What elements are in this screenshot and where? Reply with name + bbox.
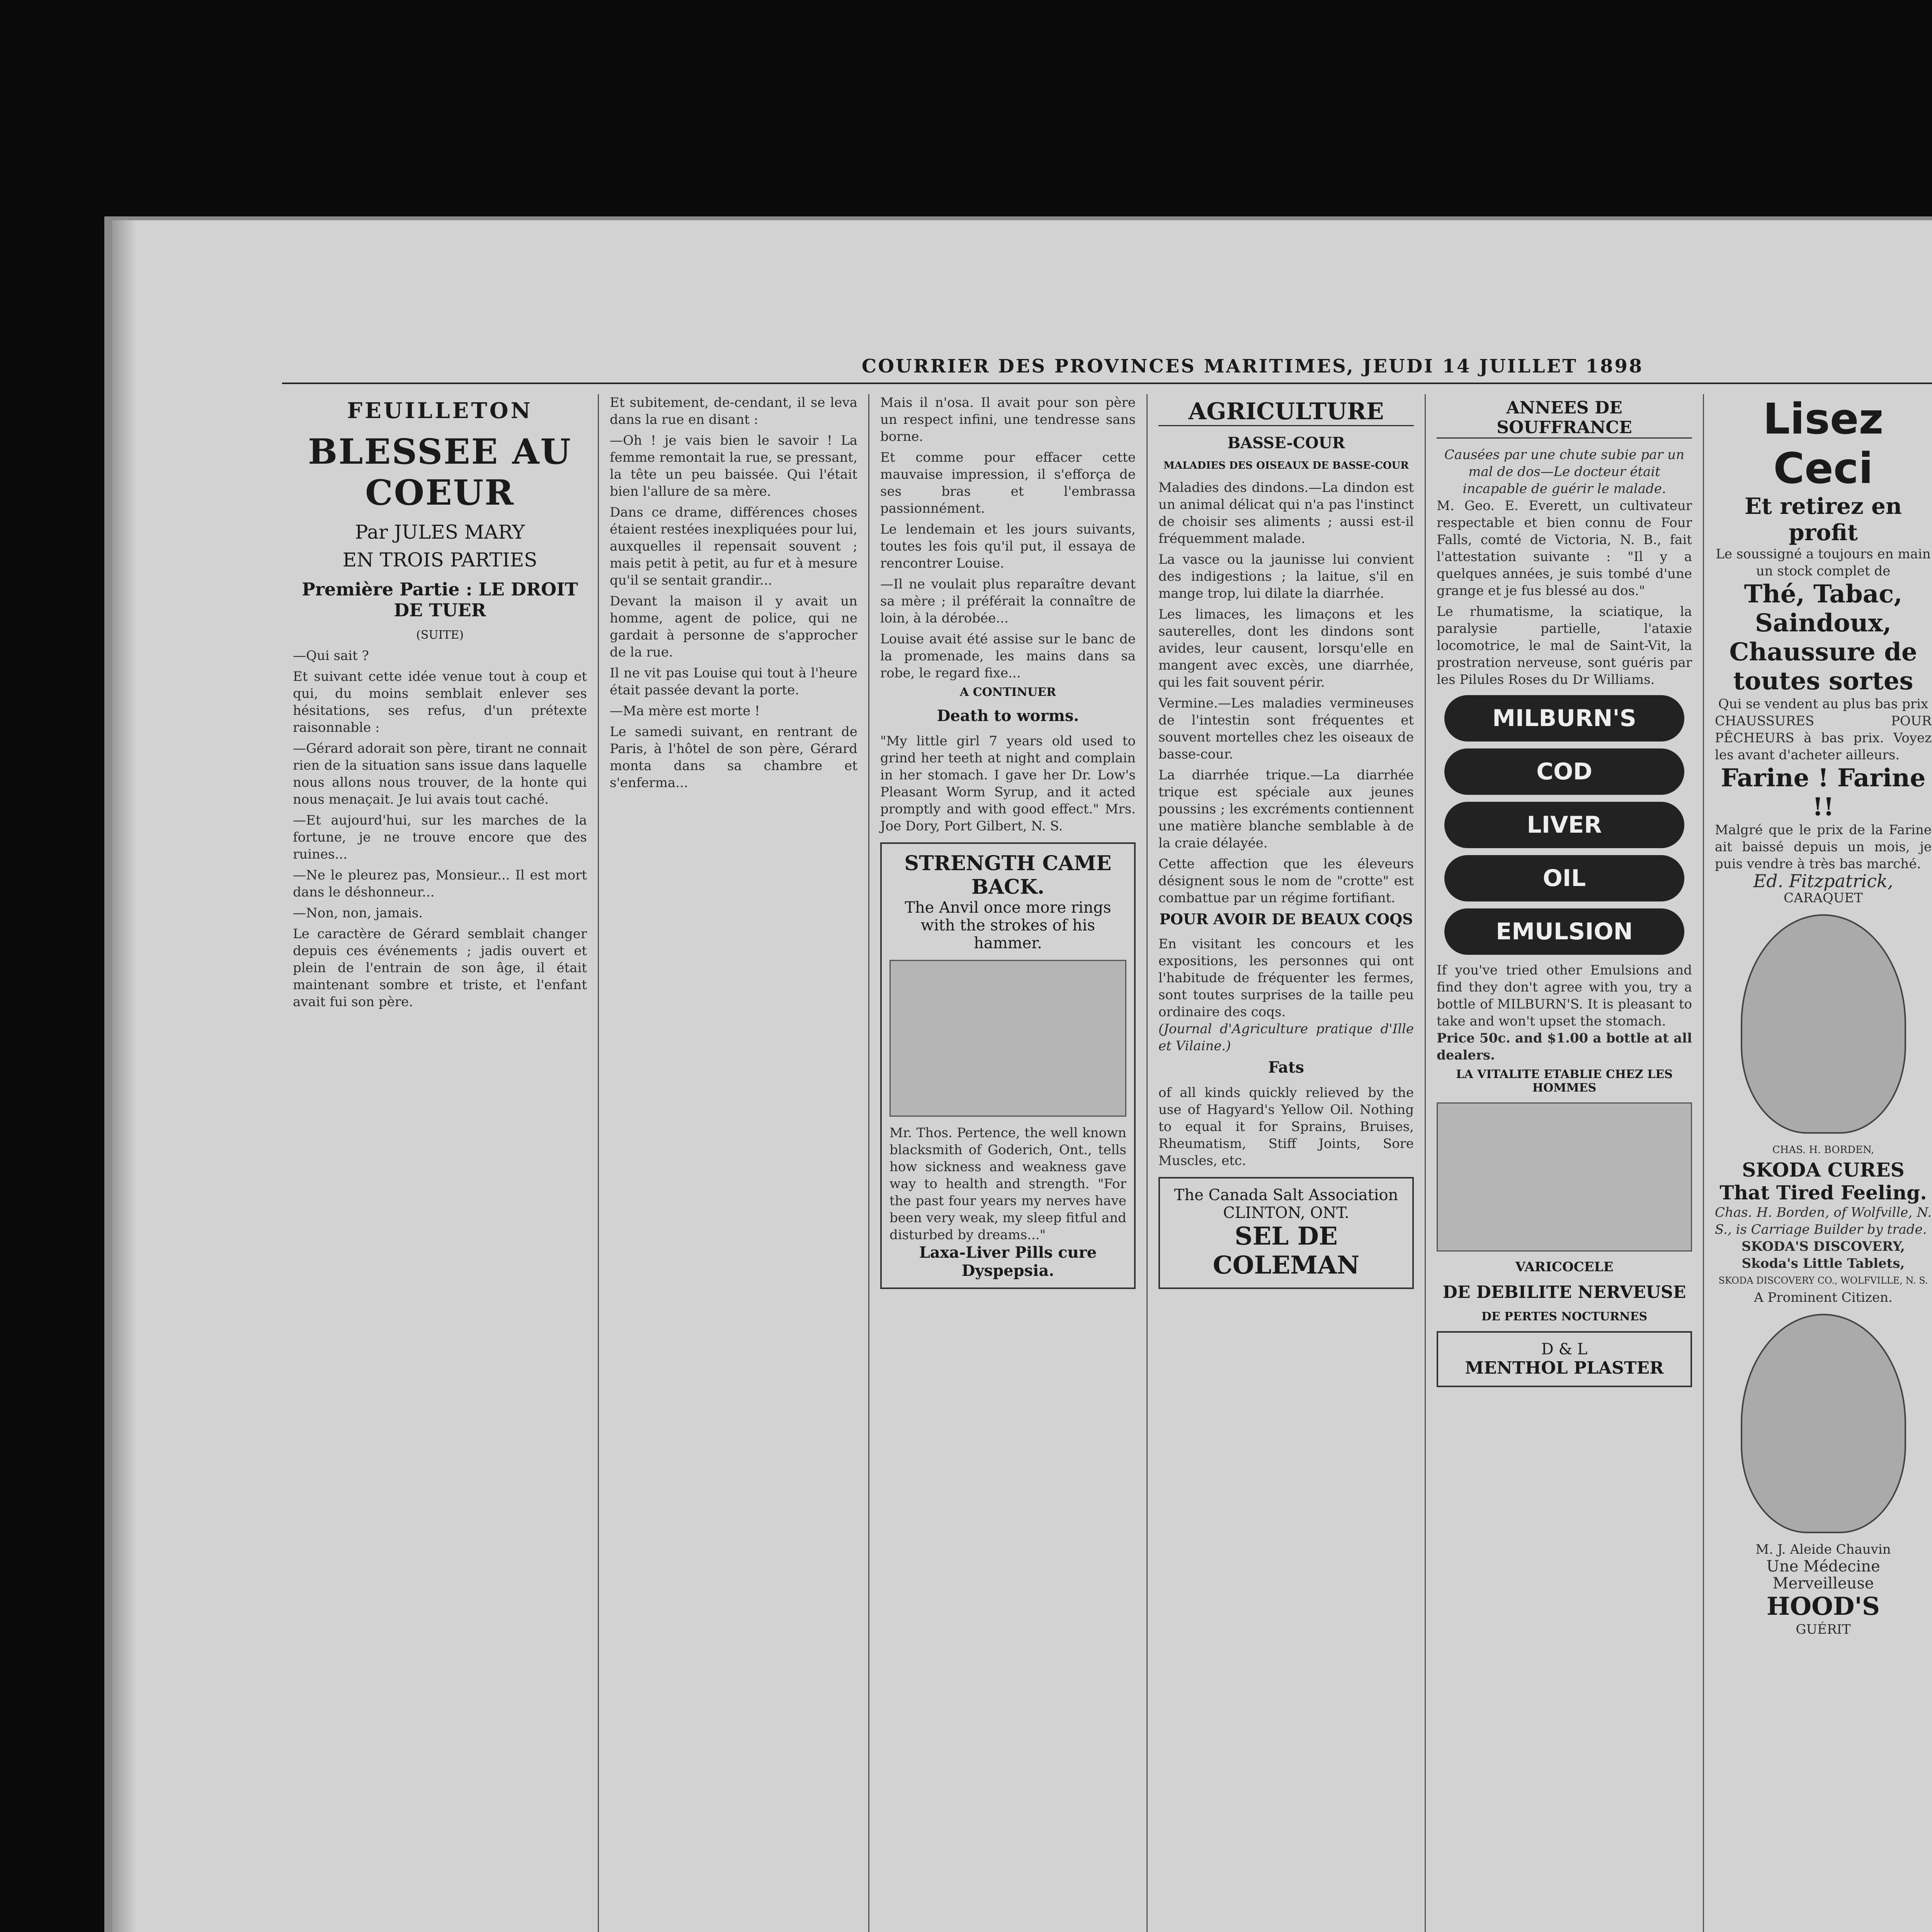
beaux-coqs-source: (Journal d'Agriculture pratique d'Ille et Vilaine.) [1158, 1021, 1414, 1054]
citizen-name: M. J. Aleide Chauvin [1755, 1542, 1891, 1557]
paragraph: Vermine.—Les maladies vermineuses de l'intestin sont fréquentes et souvent mortelles chez les oiseaux de basse-cour. [1158, 696, 1414, 762]
agriculture-heading: MALADIES DES OISEAUX DE BASSE-COUR [1163, 460, 1409, 471]
farine-title: Farine ! Farine !! [1721, 764, 1926, 821]
paragraph: Et comme pour effacer cette mauvaise impression, il s'efforça de ses bras et l'embrassa passionnément. [880, 450, 1136, 516]
paragraph: M. Geo. E. Everett, un cultivateur respectable et bien connu de Four Falls, comté de Victoria, N. B., fait l'attestation suivante : "Il y a quelques années, je suis tombé d'une grange et je fus blessé au dos." [1437, 498, 1692, 599]
paragraph: Les limaces, les limaçons et les sauterelles, dont les dindons sont avides, leur causent, lorsqu'elle en mangent avec excès, une diarrhée, qui les fait souvent périr. [1158, 607, 1414, 690]
coleman-salt-ad [1158, 1177, 1414, 1289]
skoda-name: CHAS. H. BORDEN, [1772, 1144, 1874, 1156]
citizen-caption: A Prominent Citizen. [1754, 1290, 1893, 1305]
paragraph: La diarrhée trique.—La diarrhée trique est spéciale aux jeunes poussins ; les excréments contiennent une matière blanche semblable à de la craie délayée. [1158, 767, 1414, 851]
worms-text: "My little girl 7 years old used to grind her teeth at night and complain in her stomach. I gave her Dr. Low's Pleasant Worm Syrup, and it acted promptly and with good effect." Mrs. Joe Dory, Port Gilbert, N. S. [880, 733, 1136, 834]
feuilleton-column [282, 394, 599, 1932]
milburn-fish-5: EMULSION [1444, 908, 1684, 955]
lisez-intro: Le soussigné a toujours en main un stock complet de [1716, 546, 1931, 579]
paragraph: —Gérard adorait son père, tirant ne connait rien de la situation sans issue dans laquelle nous allons nous trouver, de la honte qui nous menaçait. Je lui avais tout caché. [293, 741, 587, 807]
annees-title: ANNEES DE SOUFFRANCE [1437, 398, 1692, 439]
paragraph: Et subitement, de-cendant, il se leva dans la rue en disant : [610, 395, 857, 427]
agriculture-title: AGRICULTURE [1158, 398, 1414, 426]
salt-location: CLINTON, ONT. [1223, 1204, 1349, 1222]
lisez-subtitle: Et retirez en profit [1744, 493, 1902, 546]
paragraph: —Oh ! je vais bien le savoir ! La femme remontait la rue, se pressant, la tête un peu baissée. Qui l'était bien l'allure de sa mère. [610, 433, 857, 499]
newspaper-page [112, 220, 1932, 1932]
agriculture-body [1158, 479, 1414, 906]
citizen-portrait [1741, 1314, 1906, 1533]
milburn-fish-3: LIVER [1444, 802, 1684, 848]
paragraph: La vasce ou la jaunisse lui convient des indigestions ; la laitue, s'il en mange trop, lui dilate la diarrhée. [1158, 552, 1414, 601]
menthol-ad [1437, 1331, 1692, 1387]
milburn-fish-2: COD [1444, 748, 1684, 795]
lisez-signature: Ed. Fitzpatrick, [1753, 871, 1893, 891]
masthead: COURRIER DES PROVINCES MARITIMES, JEUDI 14 JUILLET 1898 [862, 355, 1644, 377]
paragraph: Le rhumatisme, la sciatique, la paralysie partielle, l'ataxie locomotrice, le mal de Saint-Vit, la prostration nerveuse, sont guéris par les Pilules Roses du Dr Williams. [1437, 604, 1692, 687]
strength-sub: The Anvil once more rings with the strokes of his hammer. [905, 899, 1111, 952]
annees-body [1437, 497, 1692, 688]
feuilleton-byline: Par JULES MARY [355, 521, 525, 543]
milburn-text: If you've tried other Emulsions and find they don't agree with you, try a bottle of MILBURN'S. It is pleasant to take and won't upset the stomach. [1437, 963, 1692, 1029]
borden-portrait [1741, 914, 1906, 1134]
skoda-text: Chas. H. Borden, of Wolfville, N. S., is Carriage Builder by trade. [1715, 1205, 1932, 1237]
col3 [869, 394, 1148, 1932]
menthol-sub: D & L [1541, 1340, 1588, 1358]
feuilleton-continued-column [599, 394, 869, 1932]
salt-name: SEL DE COLEMAN [1213, 1222, 1360, 1280]
salt-company: The Canada Salt Association [1174, 1186, 1398, 1204]
vitalite-title: LA VITALITE ETABLIE CHEZ LES HOMMES [1456, 1068, 1673, 1095]
strength-ad [880, 842, 1136, 1289]
paragraph: —Ne le pleurez pas, Monsieur... Il est mort dans le déshonneur... [293, 867, 587, 900]
paragraph: —Et aujourd'hui, sur les marches de la fortune, je ne trouve encore que des ruines... [293, 813, 587, 862]
paragraph: —Non, non, jamais. [293, 905, 423, 921]
paragraph: Dans ce drame, différences choses étaient restées inexpliquées pour lui, auxquelles il repensait souvent ; mais petit à petit, au fur et à mesure qu'il se sentait grandir... [610, 505, 857, 588]
worms-title: Death to worms. [937, 707, 1079, 725]
lisez-column [1704, 394, 1932, 1932]
paragraph: Mais il n'osa. Il avait pour son père un respect infini, une tendresse sans borne. [880, 395, 1136, 444]
beaux-coqs-text: En visitant les concours et les expositions, les personnes qui ont l'habitude de fréquenter les fermes, sont toutes surprises de la taille peu ordinaire des coqs. [1158, 936, 1414, 1020]
paragraph: Le samedi suivant, en rentrant de Paris, à l'hôtel de son père, Gérard monta dans sa chambre et s'enferma... [610, 724, 857, 791]
pertes-title: DE PERTES NOCTURNES [1481, 1310, 1648, 1323]
beaux-coqs-title: POUR AVOIR DE BEAUX COQS [1159, 910, 1413, 928]
strength-footer: Laxa-Liver Pills cure Dyspepsia. [919, 1243, 1097, 1280]
milburn-fish-1: MILBURN'S [1444, 695, 1684, 742]
annees-subtitle: Causées par une chute subie par un mal de dos—Le docteur était incapable de guérir le malade. [1444, 447, 1685, 497]
blacksmith-illustration [889, 960, 1126, 1117]
col3-body [880, 394, 1136, 682]
paragraph: —Qui sait ? [293, 648, 369, 663]
paragraph: Maladies des dindons.—La dindon est un animal délicat qui n'a pas l'instinct de choisir ses aliments ; aussi est-il fréquemment malade. [1158, 480, 1414, 546]
hoods-title: HOOD'S [1766, 1592, 1880, 1621]
milburn-ad [1437, 695, 1692, 1064]
strength-title: STRENGTH CAME BACK. [904, 852, 1112, 899]
lisez-price-line: Qui se vendent au plus bas prix [1718, 696, 1929, 712]
lisez-title: Lisez Ceci [1763, 394, 1884, 493]
farine-text: Malgré que le prix de la Farine ait baissé depuis un mois, je puis vendre à très bas marché. [1715, 822, 1932, 872]
paragraph: Le lendemain et les jours suivants, toutes les fois qu'il put, il essaya de rencontrer Louise. [880, 522, 1136, 571]
skoda-title: SKODA CURES [1742, 1158, 1905, 1181]
paragraph: Il ne vit pas Louise qui tout à l'heure était passée devant la porte. [610, 665, 857, 698]
feuilleton-title: BLESSEE AU COEUR [308, 431, 572, 513]
page-fold [112, 220, 135, 1932]
feuilleton-label: FEUILLETON [347, 398, 533, 423]
fats-text: of all kinds quickly relieved by the use of Hagyard's Yellow Oil. Nothing to equal it for Sprains, Bruises, Rheumatism, Stiff Joints, Sore Muscles, etc. [1158, 1085, 1414, 1168]
debilite-title: DE DEBILITE NERVEUSE [1442, 1282, 1686, 1302]
couple-illustration [1437, 1102, 1692, 1252]
paragraph: Devant la maison il y avait un homme, agent de police, qui ne gardait à personne de s'approcher de la rue. [610, 594, 857, 660]
feuilleton-suite: (SUITE) [416, 628, 464, 642]
feuilleton-part-title: Première Partie : LE DROIT DE TUER [302, 579, 578, 621]
strength-text: Mr. Thos. Pertence, the well known blacksmith of Goderich, Ont., tells how sickness and weakness gave way to health and strength. "For the past four years my nerves have been very weak, my sleep fitful and disturbed by dreams..." [889, 1125, 1126, 1243]
col2-body [610, 394, 857, 791]
annees-column [1426, 394, 1704, 1932]
paragraph: —Ma mère est morte ! [610, 703, 760, 719]
paragraph: Et suivant cette idée venue tout à coup et qui, du moins semblait enlever ses hésitations, ses refus, d'un prétexte raisonnable : [293, 669, 587, 735]
paragraph: —Il ne voulait plus reparaître devant sa mère ; il préférait la connaître de loin, à la dérobée... [880, 577, 1136, 626]
skoda-company: SKODA DISCOVERY CO., WOLFVILLE, N. S. [1718, 1275, 1928, 1286]
skoda-discovery: SKODA'S DISCOVERY, [1742, 1239, 1905, 1254]
milburn-price: Price 50c. and $1.00 a bottle at all dealers. [1437, 1031, 1692, 1063]
remedy-title: Une Médecine Merveilleuse [1766, 1558, 1880, 1592]
fats-title: Fats [1268, 1058, 1304, 1077]
agriculture-column [1148, 394, 1426, 1932]
milburn-fish-4: OIL [1444, 855, 1684, 901]
lisez-chaussures: CHAUSSURES POUR PÊCHEURS à bas prix. Voyez les avant d'acheter ailleurs. [1715, 713, 1932, 763]
page-header [282, 336, 1932, 384]
paragraph: Le caractère de Gérard semblait changer depuis ces événements ; jadis ouvert et plein de l'entrain de son âge, il était maintenant sombre et triste, et l'enfant avait fui son père. [293, 926, 587, 1010]
hoods-sub: GUÉRIT [1796, 1622, 1851, 1637]
lisez-products: Thé, Tabac, Saindoux, Chaussure de toutes sortes [1729, 580, 1917, 696]
skoda-tablets: Skoda's Little Tablets, [1742, 1256, 1905, 1271]
feuilleton-parts: EN TROIS PARTIES [342, 549, 537, 571]
lisez-place: CARAQUET [1784, 890, 1863, 906]
menthol-title: MENTHOL PLASTER [1465, 1358, 1664, 1378]
feuilleton-body [293, 647, 587, 1010]
paragraph: Cette affection que les éleveurs désignent sous le nom de "crotte" est combattue par un régime fortifiant. [1158, 856, 1414, 906]
varicocele-title: VARICOCELE [1515, 1259, 1614, 1275]
agriculture-subtitle: BASSE-COUR [1227, 434, 1345, 452]
paragraph: Louise avait été assise sur le banc de la promenade, les mains dans sa robe, le regard fixe... [880, 631, 1136, 681]
a-continuer: A CONTINUER [960, 685, 1056, 699]
skoda-sub: That Tired Feeling. [1719, 1181, 1927, 1204]
